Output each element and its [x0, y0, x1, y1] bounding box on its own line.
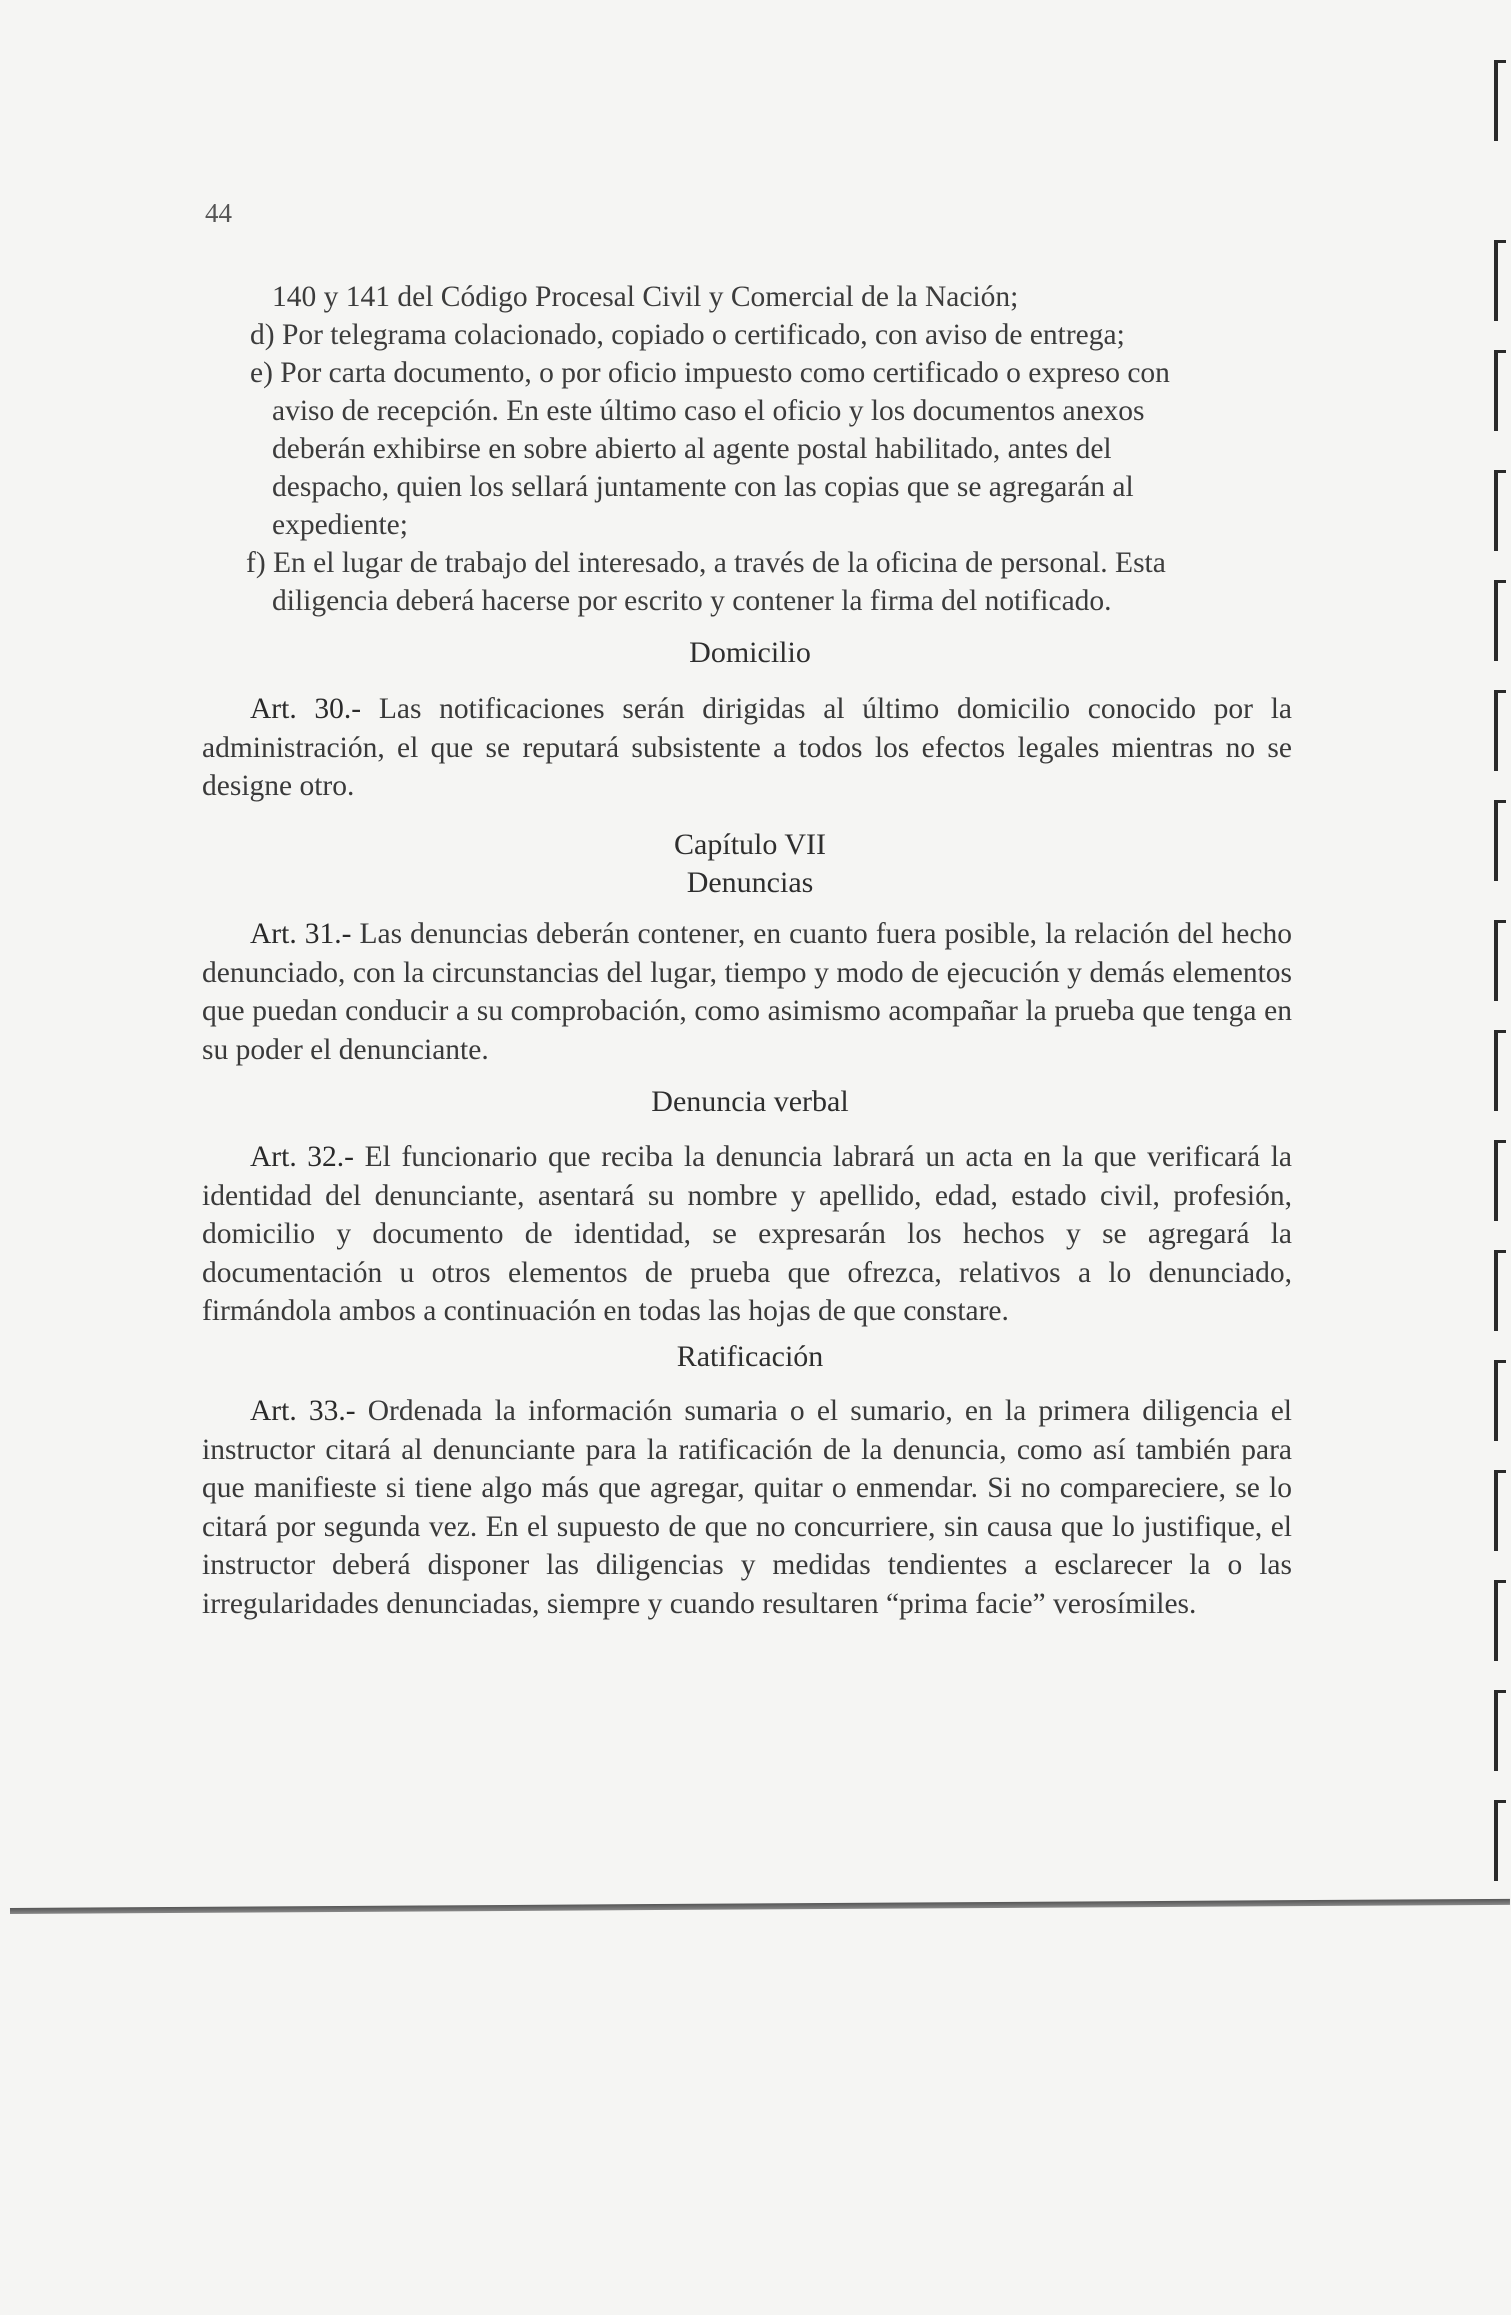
article-text: Las notificaciones serán dirigidas al último domicilio conocido por la administración, el que se reputará subsistente a todos los efectos legales mientras no se designe otro.	[202, 693, 1292, 802]
list-line: aviso de recepción. En este último caso el oficio y los documentos anexos	[272, 395, 1145, 427]
article-30	[202, 690, 1292, 806]
article-text: Las denuncias deberán contener, en cuanto fuera posible, la relación del hecho denunciado, con la circunstancias del lugar, tiempo y modo de ejecución y demás elementos que puedan conducir a su comprobación, como asimismo acompañar la prueba que tenga en su poder el denunciante.	[202, 918, 1292, 1066]
list-line: 140 y 141 del Código Procesal Civil y Comercial de la Nación;	[272, 281, 1019, 313]
heading-ratificacion: Ratificación	[676, 1340, 824, 1373]
list-item-f: f) En el lugar de trabajo del interesado, a través de la oficina de personal. Esta	[246, 547, 1166, 579]
binding-mark	[1494, 470, 1506, 551]
list-line: deberán exhibirse en sobre abierto al agente postal habilitado, antes del	[272, 433, 1112, 465]
list-item-d: d) Por telegrama colacionado, copiado o certificado, con aviso de entrega;	[250, 319, 1125, 351]
article-32	[202, 1138, 1292, 1331]
binding-edge-marks	[1480, 0, 1511, 1900]
heading-denuncia-verbal: Denuncia verbal	[651, 1085, 849, 1118]
heading-denuncias: Denuncias	[686, 866, 814, 899]
binding-mark	[1494, 240, 1506, 321]
binding-mark	[1494, 920, 1506, 1001]
article-text: El funcionario que reciba la denuncia labrará un acta en la que verificará la identidad del denunciante, asentará su nombre y apellido, edad, estado civil, profesión, domicilio y documento de identidad, se expresarán los hechos y se agregará la documentación u otros elementos de prueba que ofrezca, relativos a lo denunciado, firmándola ambos a continuación en todas las hojas de que constare.	[202, 1141, 1292, 1327]
list-line: despacho, quien los sellará juntamente con las copias que se agregarán al	[272, 471, 1134, 503]
list-item-e: e) Por carta documento, o por oficio impuesto como certificado o expreso con	[250, 357, 1170, 389]
binding-mark	[1494, 1580, 1506, 1661]
article-text: Ordenada la información sumaria o el sumario, en la primera diligencia el instructor citará al denunciante para la ratificación de la denuncia, como así también para que manifieste si tiene algo más que agregar, quitar o enmendar. Si no compareciere, se lo citará por segunda vez. En el supuesto de que no concurriere, sin causa que lo justifique, el instructor deberá disponer las diligencias y medidas tendientes a esclarecer la o las irregularidades denunciadas, siempre y cuando resultaren “prima facie” verosímiles.	[202, 1395, 1293, 1620]
binding-mark	[1494, 60, 1506, 141]
binding-mark	[1494, 1030, 1506, 1111]
list-line: expediente;	[272, 509, 408, 541]
article-label: Art. 31.-	[250, 918, 352, 950]
list-line: diligencia deberá hacerse por escrito y contener la firma del notificado.	[272, 585, 1112, 617]
article-label: Art. 30.-	[250, 693, 362, 725]
binding-mark	[1494, 1360, 1506, 1441]
article-label: Art. 32.-	[250, 1141, 355, 1173]
binding-mark	[1494, 580, 1506, 661]
binding-mark	[1494, 1470, 1506, 1551]
binding-mark	[1494, 1140, 1506, 1221]
binding-mark	[1494, 690, 1506, 771]
chapter-title: Capítulo VII	[674, 828, 826, 861]
binding-mark	[1494, 350, 1506, 431]
article-33	[202, 1392, 1292, 1623]
binding-mark	[1494, 1250, 1506, 1331]
binding-mark	[1494, 1800, 1506, 1881]
page-bottom-rule	[10, 1899, 1510, 1914]
article-label: Art. 33.-	[250, 1395, 356, 1427]
binding-mark	[1494, 1690, 1506, 1771]
page-number: 44	[205, 198, 232, 228]
binding-mark	[1494, 800, 1506, 881]
article-31	[202, 915, 1292, 1069]
heading-domicilio: Domicilio	[689, 636, 811, 669]
